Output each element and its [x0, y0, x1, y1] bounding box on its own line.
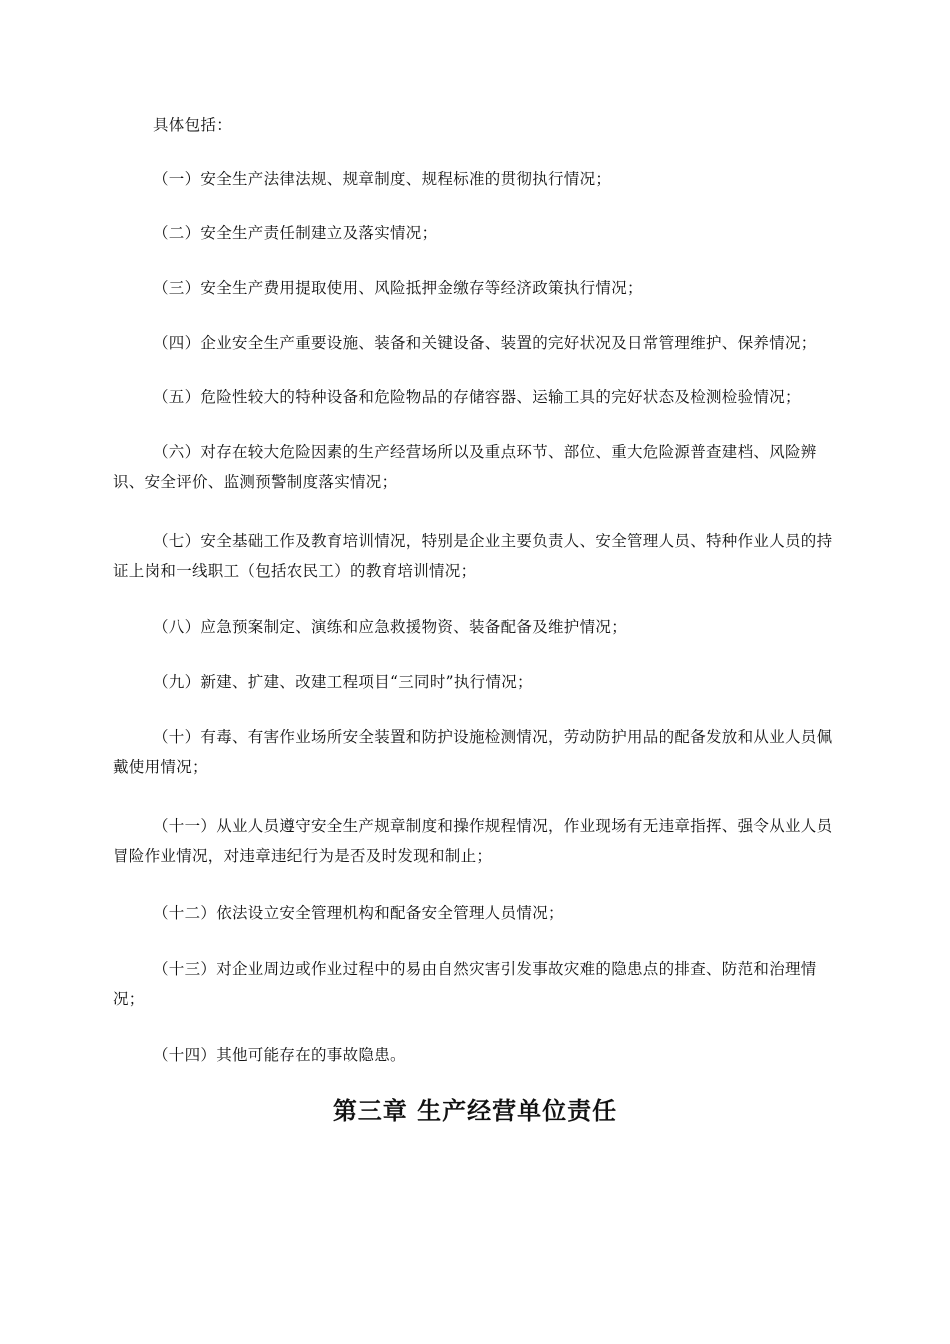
list-item: （十四）其他可能存在的事故隐患。 [153, 1046, 406, 1064]
list-item: （六）对存在较大危险因素的生产经营场所以及重点环节、部位、重大危险源普查建档、风险辨识、安全评价、监测预警制度落实情况； [113, 443, 817, 491]
list-item: （十三）对企业周边或作业过程中的易由自然灾害引发事故灾难的隐患点的排查、防范和治理情况； [113, 960, 817, 1008]
chapter-heading: 第三章 生产经营单位责任 [332, 1096, 618, 1125]
list-item: （五）危险性较大的特种设备和危险物品的存储容器、运输工具的完好状态及检测检验情况； [153, 388, 801, 406]
list-item: （四）企业安全生产重要设施、装备和关键设备、装置的完好状况及日常管理维护、保养情况； [153, 334, 817, 352]
list-item: （二）安全生产责任制建立及落实情况； [153, 224, 438, 242]
list-item: （九）新建、扩建、改建工程项目“三同时”执行情况； [153, 673, 533, 691]
list-item: （十二）依法设立安全管理机构和配备安全管理人员情况； [153, 904, 564, 922]
list-item: （三）安全生产费用提取使用、风险抵押金缴存等经济政策执行情况； [153, 279, 643, 297]
list-item: （一）安全生产法律法规、规章制度、规程标准的贯彻执行情况； [153, 170, 612, 188]
list-item: （七）安全基础工作及教育培训情况，特别是企业主要负责人、安全管理人员、特种作业人员的持证上岗和一线职工（包括农民工）的教育培训情况； [113, 532, 833, 580]
list-item: （十一）从业人员遵守安全生产规章制度和操作规程情况，作业现场有无违章指挥、强令从业人员冒险作业情况，对违章违纪行为是否及时发现和制止； [113, 817, 833, 865]
list-item: （十）有毒、有害作业场所安全装置和防护设施检测情况，劳动防护用品的配备发放和从业人员佩戴使用情况； [113, 728, 833, 776]
list-item: （八）应急预案制定、演练和应急救援物资、装备配备及维护情况； [153, 618, 628, 636]
intro-paragraph: 具体包括： [153, 116, 233, 134]
